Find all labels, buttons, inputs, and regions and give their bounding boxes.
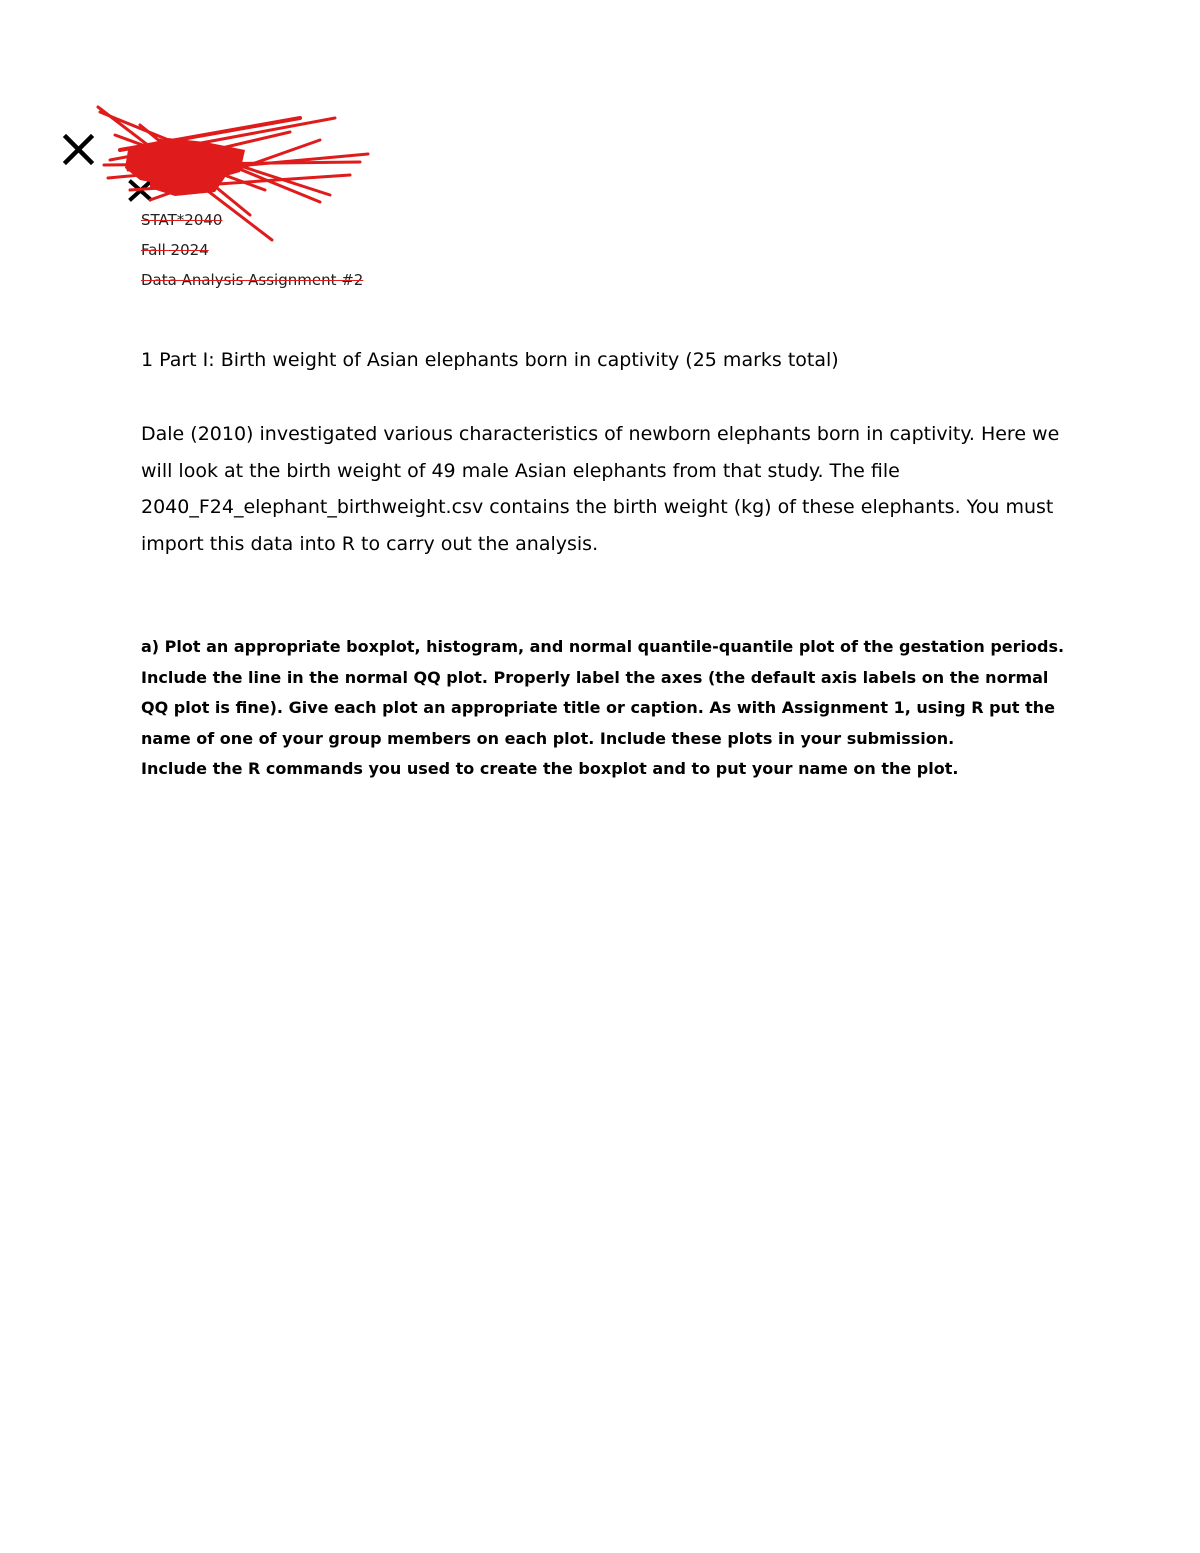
- question-a-commands: Include the R commands you used to create the boxplot and to put your name on the plot.: [141, 759, 959, 778]
- question-a: [141, 632, 1071, 785]
- term: Fall 2024: [141, 241, 209, 259]
- x-mark-icon: [66, 137, 91, 162]
- question-a-text: a) Plot an appropriate boxplot, histogram, and normal quantile-quantile plot of the gestation periods. Include the line in the normal QQ plot. Properly label the axes (the default axis labels on the normal QQ plot is fine). Give each plot an appropriate title or caption. As with Assignment 1, using R put the name of one of your group members on each plot. Include these plots in your submission.: [141, 637, 1065, 748]
- part-heading: 1 Part I: Birth weight of Asian elephants born in captivity (25 marks total): [141, 349, 839, 371]
- assignment-title: Data Analysis Assignment #2: [141, 271, 364, 289]
- intro-paragraph: Dale (2010) investigated various characteristics of newborn elephants born in captivity. Here we will look at the birth weight of 49 male Asian elephants from that study. The file 2040_F24_elephant_birthweight.csv contains the birth weight (kg) of these elephants. You must import this data into R to carry out the analysis.: [141, 423, 1060, 555]
- document-header: [141, 205, 363, 295]
- course-code: STAT*2040: [141, 211, 223, 229]
- redaction-fill: [125, 138, 245, 196]
- x-mark-icon: [131, 182, 150, 199]
